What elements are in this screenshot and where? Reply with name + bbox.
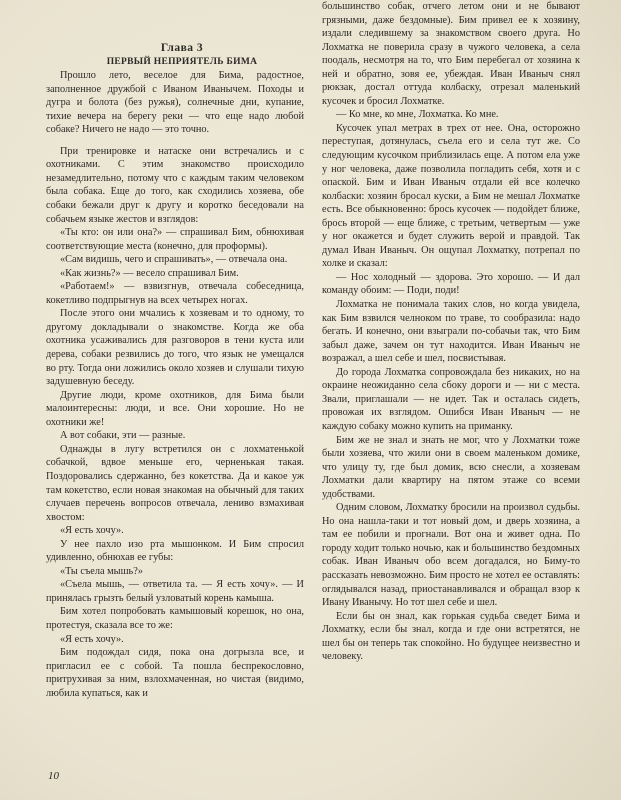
page-number: 10	[48, 770, 59, 782]
chapter-subtitle: ПЕРВЫЙ НЕПРИЯТЕЛЬ БИМА	[106, 56, 258, 67]
paragraph: Другие люди, кроме охотников, для Бима были малоинтересны: люди, и все. Они хорошие. Но не охотники же!	[46, 389, 304, 428]
paragraph: При тренировке и натаске они встречались и с охотниками. С этим знакомство происходило незамедлительно, потому что с каждым таким человеком была собака. Еще до того, как сходились хозяева, обе собаки бежали друг к другу и коротко беседовали на собачьем языке жестов и взглядов:	[46, 145, 304, 225]
paragraph: «Работаем!» — взвизгнув, отвечала собеседница, кокетливо подпрыгнув на всех четырех ногах.	[46, 281, 304, 306]
paragraph: «Как жизнь?» — весело спрашивал Бим.	[60, 267, 239, 279]
paragraph: — Нос холодный — здорова. Это хорошо. — И дал команду обоим: — Поди, поди!	[322, 271, 580, 297]
chapter-title: Глава 3	[160, 42, 204, 54]
paragraph: «Я есть хочу».	[60, 633, 124, 645]
paragraph: «Ты кто: он или она?» — спрашивал Бим, обнюхивая соответствующие места (конечно, для проформы).	[46, 227, 304, 252]
paragraph: Если бы он знал, как горькая судьба сведет Бима и Лохматку, если бы знал, когда и где они встретятся, не шел бы он теперь так спокойно. Но будущее неизвестно и человеку.	[322, 610, 580, 663]
paragraph: «Сам видишь, чего и спрашивать», — отвечала она.	[60, 254, 288, 266]
paragraph: До города Лохматка сопровождала без никаких, но на окраине неожиданно села сбоку дороги и — ни с места. Звали, приглашали — не идет. Так и осталась сидеть, провожая их взглядом. Ошибся Иван Иваныч — не каждую собаку можно купить на приманку.	[322, 366, 580, 432]
paragraph: большинство собак, отчего летом они и не бывают грязными, даже бездомные). Бим привел ее к хозяину, издали следившему за знакомством своего друга. Но Лохматка не поверила сразу в чужого человека, а села поодаль, несмотря на то, что Бим перебегал от хозяина к ней и обратно, зовя ее, убеждая. Иван Иваныч снял рюкзак, достал оттуда колбаску, отрезал маленький кусочек и бросил Лохматке.	[322, 1, 580, 107]
left-column	[46, 42, 304, 700]
paragraph: А вот собаки, эти — разные.	[60, 430, 186, 442]
paragraph: Бим хотел попробовать камышовый корешок, но она, протестуя, сказала все то же:	[46, 606, 304, 631]
paragraph: После этого они мчались к хозяевам и то одному, то другому докладывали о знакомстве. Когда же оба охотника усаживались для разговоров в тени куста или дерева, собаки резвились до того, что язык не умещался во рту. Тогда они ложились около хозяев и слушали тихую задушевную беседу.	[46, 308, 304, 388]
paragraph: «Съела мышь, — ответила та. — Я есть хочу». — И принялась грызть белый узловатый корень камыша.	[46, 579, 304, 604]
paragraph: Одним словом, Лохматку бросили на произвол судьбы. Но она нашла-таки и тот новый дом, и дверь хозяина, а там ее побили и прогнали. Вот она и живет одна. По городу ходит только ночью, как и большинство бездомных собак. Иван Иваныч обо всем догадался, но Биму-то рассказать невозможно. Бим просто не хотел ее оставлять: оглядывался назад, приостанавливался и обращал взор к Ивану Иванычу. Но тот шел себе и шел.	[322, 502, 580, 609]
paragraph: Кусочек упал метрах в трех от нее. Она, осторожно переступая, дотянулась, съела его и села тут же. Со следующим кусочком приблизилась еще. А потом ела уже у ног человека, даже позволила погладить себя, хотя и с опаской. Бим и Иван Иваныч отдали ей все колечко колбаски: хозяин бросал куски, а Бим не мешал Лохматке есть. Все обыкновенно: брось кусочек — подойдет ближе, брось второй — еще ближе, с третьим, четвертым — уже у ног окажется и будет служить верой и правдой. Так думал Иван Иваныч. Он ощупал Лохматку, потрепал по холке и сказал:	[322, 122, 580, 270]
paragraph: «Ты съела мышь?»	[60, 565, 143, 577]
paragraph: «Я есть хочу».	[60, 525, 124, 537]
paragraph: Прошло лето, веселое для Бима, радостное, заполненное дружбой с Иваном Иванычем. Походы и дугра и болота (без ружья), солнечные дни, купание, тихие вечера на берегу реки — что еще надо любой собаке? Ничего не надо — это точно.	[46, 70, 304, 136]
paragraph: — Ко мне, ко мне, Лохматка. Ко мне.	[336, 109, 499, 121]
paragraph: Бим же не знал и знать не мог, что у Лохматки тоже были хозяева, что жили они в своем маленьком домике, что улицу ту, где был домик, всю снесли, а хозяевам Лохматки дали квартиру на пятом этаже со всеми удобствами.	[322, 434, 580, 500]
paragraph: Бим подождал сидя, пока она догрызла все, и пригласил ее с собой. Та пошла беспрекословно, притрухивая за ним, взлохмаченная, но чистая (видимо, любила купаться, как и	[46, 647, 304, 699]
paragraph: Однажды в лугу встретился он с лохматенькой собачкой, вдвое меньше его, черненькая такая. Поздоровались сдержанно, без кокетства. Да и какое уж там кокетство, если новая знакомая на обычный для таких случаев перечень вопросов отвечала, лениво взмахивая хвостом:	[46, 443, 304, 523]
right-column	[322, 0, 580, 664]
paragraph: У нее пахло изо рта мышонком. И Бим спросил удивленно, обнюхав ее губы:	[46, 538, 304, 564]
paragraph: Лохматка не понимала таких слов, но когда увидела, как Бим взвился челноком по траве, то сообразила: надо бегать. И конечно, они взыграли по-собачьи так, что Бим забыл даже, зачем он тут находится. Иван Иваныч не возражал, а шел себе и шел, посвистывая.	[322, 299, 580, 365]
